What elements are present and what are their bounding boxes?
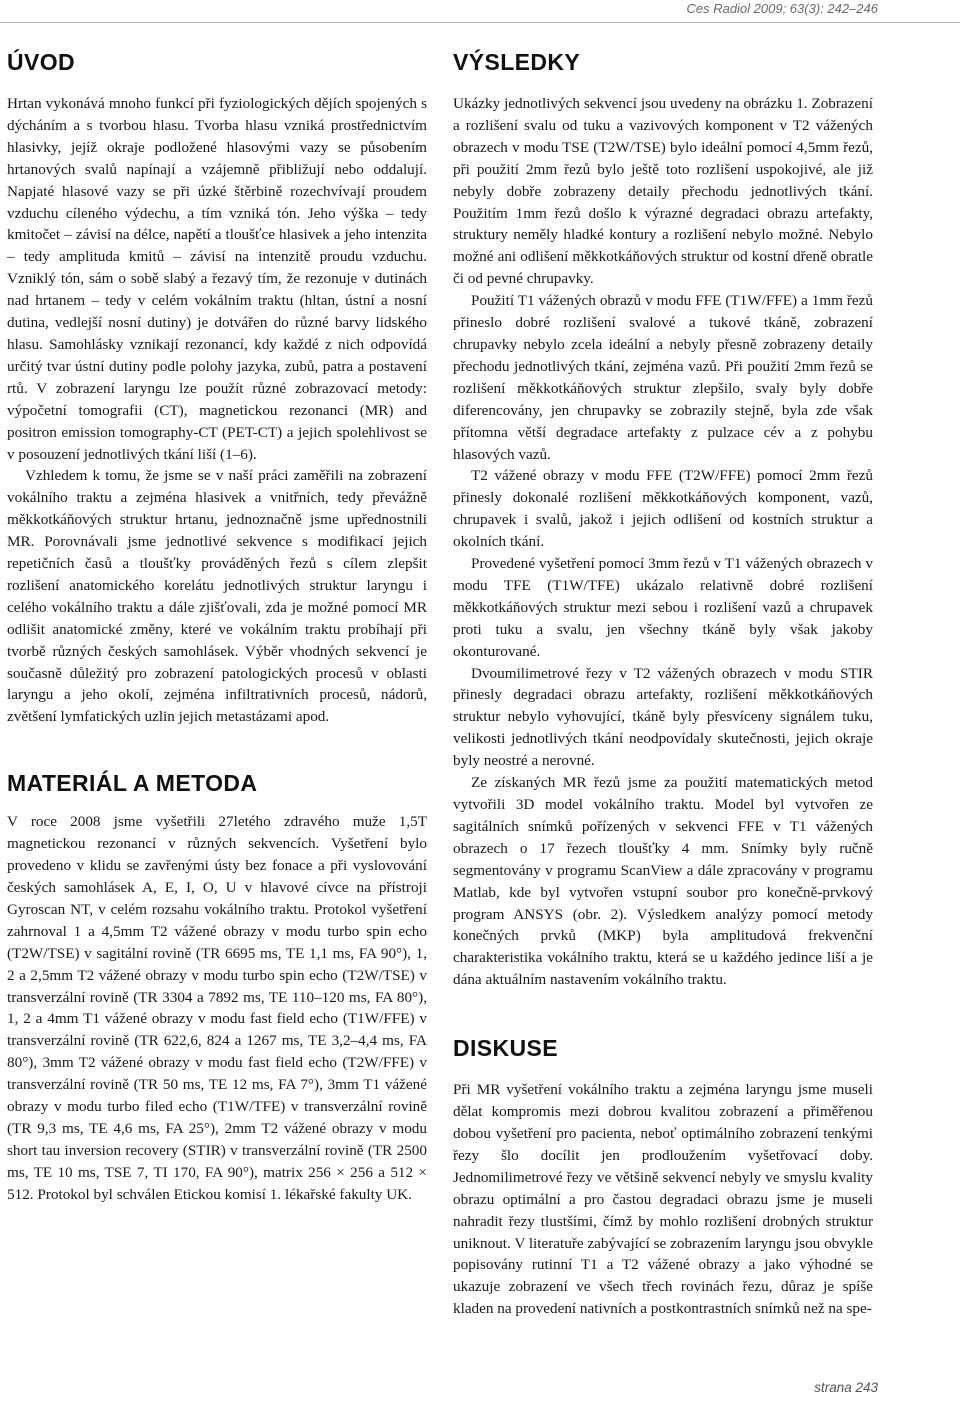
section-heading-uvod: ÚVOD xyxy=(7,49,76,75)
paragraph-uvod-2: Vzhledem k tomu, že jsme se v naší práci zaměřili na zobrazení vokálního traktu a zejména hlasivek a vnitřních, tedy převážně měkkotkáňových struktur hrtanu, jednoznačně jsme upřednostnili MR. Porovnávali jsme jednotlivé sekvence s modifikací jejich repetičních časů a tloušťky prováděných řezů s cílem zlepšit rozlišení anatomického korelátu jednotlivých struktur laryngu i celého vokálního traktu a dále zjišťovali, zda je možné pomocí MR odlišit anatomické změny, které ve vokálním traktu probíhají při tvorbě různých českých samohlásek. Výběr vhodných sekvencí je současně důležitý pro zobrazení patologických procesů v oblasti laryngu a jeho okolí, zejména infiltrativních procesů, nádorů, zvětšení lymfatických uzlin jejich metastázami apod. xyxy=(7,467,427,726)
paragraph-vysledky-1: Ukázky jednotlivých sekvencí jsou uvedeny na obrázku 1. Zobrazení a rozlišení svalu od tuku a vazivových komponent v T2 vážených obrazech v modu TSE (T2W/TSE) bylo ideální pomocí 4,5mm řezů, při použití 2mm řezů bylo ještě toto rozlišení uspokojivé, ale již nebyly dobře zobrazeny detaily přechodu jednotlivých tkání. Použitím 1mm řezů došlo k výrazné degradaci obrazu artefakty, struktury neměly hladké kontury a rozlišení nebylo možné. Nebylo možné ani odlišení měkkotkáňových struktur od kostní dřeně obratle či od pevné chrupavky. xyxy=(453,95,873,288)
section-heading-diskuse: DISKUSE xyxy=(453,1035,559,1062)
paragraph-diskuse-1: Při MR vyšetření vokálního traktu a zejména laryngu jsme museli dělat kompromis mezi dobrou kvalitou zobrazení a přiměřenou dobou vyšetření pro pacienta, neboť optimálního zobrazení tenkými řezy šlo docílit jen prodloužením vyšetřovací doby. Jednomilimetrové řezy ve většině sekvencí nebyly ve smyslu kvality obrazu optimální a pro častou degradaci obrazu jsme je museli nahradit řezy tlustšími, čímž by mohlo rozlišení drobných struktur uniknout. V literatuře zabývající se zobrazením laryngu jsou obvykle popisovány rutinní T1 a T2 vážené obrazy a jako výhodné se ukazuje zobrazení ve všech třech rovinách řezu, důraz je spíše kladen na provedení nativních a postkontrastních snímků než na spe- xyxy=(453,1081,873,1318)
paragraph-vysledky-3: T2 vážené obrazy v modu FFE (T2W/FFE) pomocí 2mm řezů přinesly dokonalé rozlišení měkkotkáňových komponent, vazů, chrupavek i svalů, jakož i jejich odlišení od kostních struktur a okolních tkání. xyxy=(453,467,873,551)
paragraph-vysledky-6: Ze získaných MR řezů jsme za použití matematických metod vytvořili 3D model vokálního traktu. Model byl vytvořen ze sagitálních snímků pořízených v sekvenci FFE v T1 vážených obrazech o 17 řezech tloušťky 4 mm. Snímky byly ručně segmentovány v programu ScanView a dále zpracovány v programu Matlab, kde byl vytvořen vstupní soubor pro konečně-prvkový program ANSYS (obr. 2). Výsledkem analýzy pomocí metody konečných prvků (MKP) byla amplitudová frekvenční charakteristika vokálního traktu, která se u každého jedince liší a je dána aktuálním nastavením vokálního traktu. xyxy=(453,774,873,989)
section-heading-material-a-metoda: MATERIÁL A METODA xyxy=(7,770,258,797)
paragraph-metoda-1: V roce 2008 jsme vyšetřili 27letého zdravého muže 1,5T magnetickou rezonancí v různých sekvencích. Vyšetření bylo provedeno v klidu se zavřenými ústy bez fonace a při vyslovování českých samohlásek A, E, I, O, U v hlavové cívce na přístroji Gyroscan NT, v celém rozsahu vokálního traktu. Protokol vyšetření zahrnoval 1 a 4,5mm T2 vážené obrazy v modu turbo spin echo (T2W/TSE) v sagitální rovině (TR 6695 ms, TE 1,1 ms, FA 90°), 1, 2 a 2,5mm T2 vážené obrazy v modu turbo spin echo (T2W/TSE) v transverzální rovině (TR 3304 a 7892 ms, TE 110–120 ms, FA 80°), 1, 2 a 4mm T1 vážené obrazy v modu fast field echo (T1W/FFE) v transverzální rovině (TR 622,6, 824 a 1267 ms, TE 3,2–4,4 ms, FA 80°), 3mm T2 vážené obrazy v modu fast field echo (T2W/FFE) v transverzální rovině (TR 50 ms, TE 12 ms, FA 7°), 3mm T1 vážené obrazy v modu turbo filed echo (T1W/TFE) v transverzální rovině (TR 9,3 ms, TE 4,6 ms, FA 25°), 2mm T2 vážené obrazy v modu short tau inversion recovery (STIR) v transverzální rovině (TR 2500 ms, TE 10 ms, TSE 7, TI 170, FA 90°), matrix 256 × 256 a 512 × 512. Protokol byl schválen Etickou komisí 1. lékařské fakulty UK. xyxy=(7,813,427,1203)
paragraph-vysledky-5: Dvoumilimetrové řezy v T2 vážených obrazech v modu STIR přinesly degradaci obrazu artefakty, rozlišení měkkotkáňových struktur nebylo vyhovující, tkáně byly přesvíceny signálem tuku, velikosti jednotlivých tkání neodpovídaly skutečnosti, jejich okraje byly neostré a nerovné. xyxy=(453,664,873,770)
paragraph-vysledky-2: Použití T1 vážených obrazů v modu FFE (T1W/FFE) a 1mm řezů přineslo dobré rozlišení svalové a tukové tkáně, zobrazení chrupavky nebylo zcela ideální a nebyly přesně zobrazeny detaily přechodu jednotlivých tkání, zejména vazů. Při použití 2mm řezů se rozlišení měkkotkáňových struktur zlepšilo, svaly byly dobře diferencovány, jen chrupavky se zobrazily stejně, byla zde však přítomna větší degradace artefakty z pulzace cév a z pohybu hlasových vazů. xyxy=(453,292,873,463)
paragraph-vysledky-4: Provedené vyšetření pomocí 3mm řezů v T1 vážených obrazech v modu TFE (T1W/TFE) ukázalo relativně dobré rozlišení měkkotkáňových struktur mezi sebou i rozlišení vazů a chrupavek proti tuku a svalu, jen všechny tkáně byly však jakoby okonturované. xyxy=(453,555,873,660)
running-head xyxy=(0,0,960,23)
page-number: strana 243 xyxy=(814,1380,878,1395)
journal-citation: Ces Radiol 2009; 63(3): 242–246 xyxy=(686,1,878,16)
right-column xyxy=(453,45,873,1320)
left-column xyxy=(7,45,427,1206)
paragraph-uvod-1: Hrtan vykonává mnoho funkcí při fyziologických dějích spojených s dýcháním a s tvorbou hlasu. Tvorba hlasu vzniká prostřednictvím hlasivky, jejíž okraje podložené hlasovými vazy se působením hrtanových svalů napínají a vzájemně přibližují nebo oddalují. Napjaté hlasové vazy se při úzké štěrbině rozechvívají proudem vzduchu cíleného výdechu, a tím vzniká tón. Jeho výška – tedy kmitočet – závisí na délce, napětí a tloušťce hlasivek a jeho intenzita – tedy amplituda kmitů – závisí na intenzitě proudu vzduchu. Vzniklý tón, sám o sobě slabý a řezavý tím, že rezonuje v dutinách nad hrtanem – tedy v celém vokálním traktu (hltan, ústní a nosní dutina, vedlejší nosní dutiny) je dotvářen do různé barvy lidského hlasu. Samohlásky vznikají rezonancí, kdy každé z nich odpovídá určitý tvar ústní dutiny podle polohy jazyka, zubů, patra a postavení rtů. V zobrazení laryngu lze použít různé zobrazovací metody: výpočetní tomografii (CT), magnetickou rezonanci (MR) and positron emission tomography-CT (PET-CT) a jejich spolehlivost se v posouzení jednotlivých tkání liší (1–6). xyxy=(7,95,427,463)
section-heading-vysledky: VÝSLEDKY xyxy=(453,49,581,75)
